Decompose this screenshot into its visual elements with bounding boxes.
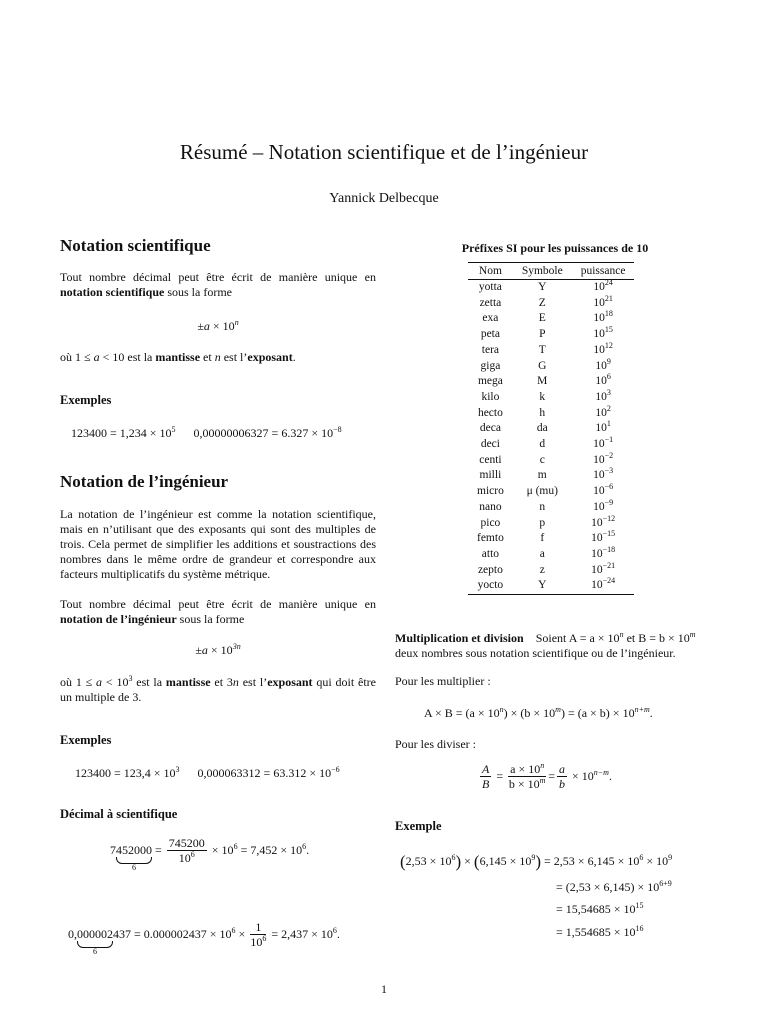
prefix-name: atto <box>481 547 500 560</box>
prefix-name: peta <box>480 328 500 341</box>
underbrace: 000002 6 <box>77 927 113 956</box>
prefix-name: milli <box>479 469 502 482</box>
prefix-symbol: m <box>537 469 547 482</box>
prefix-power: $10^{-15}$ <box>591 529 616 545</box>
mult-label: Pour les multiplier : <box>395 674 491 688</box>
prefix-name: deci <box>480 438 500 451</box>
prefix-name: hecto <box>477 406 503 419</box>
page-number: 1 <box>381 982 387 996</box>
prefix-power: $10^{-6}$ <box>593 482 614 498</box>
example-heading: Exemple <box>395 819 442 833</box>
prefix-symbol: p <box>539 516 546 529</box>
mult-intro: Multiplication et division Soient $A = a \times 10^n$ et $B = b \times 10^m$ deux nombres sous notation scientifique ou de l’ingénieur. <box>395 630 696 660</box>
prefix-name: giga <box>480 359 501 372</box>
prefix-power: $10^6$ <box>595 372 611 388</box>
eng-examples-formula: $123400 = 123,4 \times 10^3$ $0,000063312 = 63.312 \times 10^{-6}$ <box>75 765 340 780</box>
prefix-symbol: a <box>539 547 545 560</box>
header-power: puissance <box>572 263 635 280</box>
sci-examples-formula: $123400 = 1,234 \times 10^5$ $0,00000006327 = 6.327 \times 10^{-8}$ <box>71 425 342 440</box>
eng-description-paragraph: La notation de l’ingénieur est comme la notation scientifique, mais en n’utilisant que des exposants qui sont des multiples de trois. Cela permet de simplifier les additions et soustractions des nombres dans le même ordre de grandeur et correspondre aux facteurs multiplicatifs du système métrique. <box>60 507 376 581</box>
prefix-symbol: k <box>539 390 546 403</box>
prefix-symbol: G <box>538 359 547 372</box>
prefix-power: $10^9$ <box>595 356 611 372</box>
prefix-power: $10^{-21}$ <box>591 560 616 576</box>
document-title: Résumé – Notation scientifique et de l’ingénieur <box>179 140 589 164</box>
prefix-name: exa <box>482 312 499 325</box>
prefix-power: $10^{-12}$ <box>591 513 616 529</box>
prefix-name: tera <box>481 343 500 356</box>
sci-form-formula: $\pm a \times 10^n$ <box>197 318 239 333</box>
example-line-4: = $1,554685 \times 10^{16}$ <box>556 924 644 939</box>
prefix-name: femto <box>477 532 504 545</box>
prefix-power: $10^{18}$ <box>593 309 613 325</box>
div-formula: $\frac{A}{B}$ = $\frac{a \times 10^n}{b \times 10^m}$ = $\frac{a}{b}$ × $10^{n-m}$. <box>482 761 612 791</box>
section-heading-scientific: Notation scientifique <box>60 236 211 255</box>
sci-examples-heading: Exemples <box>60 393 112 407</box>
example-line-3: = $15,54685 \times 10^{15}$ <box>556 901 644 916</box>
prefix-table-wrapper <box>468 262 634 595</box>
prefix-symbol: d <box>539 438 546 451</box>
prefix-name: mega <box>477 375 503 388</box>
example-line-2: = $(2,53 \times 6,145) \times 10^{6+9}$ <box>556 879 672 894</box>
underbrace: 452000 6 <box>116 843 152 872</box>
prefix-symbol: Z <box>538 296 546 309</box>
prefix-power: $10^{24}$ <box>593 278 613 293</box>
eng-form-formula: $\pm a \times 10^{3n}$ <box>195 642 241 657</box>
prefix-power: $10^{21}$ <box>593 293 613 309</box>
prefix-table-caption: Préfixes SI pour les puissances de 10 <box>461 241 649 255</box>
sci-intro-paragraph: Tout nombre décimal peut être écrit de manière unique en notation scientifique sous la forme <box>60 270 376 299</box>
prefix-power: $10^{-1}$ <box>593 435 614 451</box>
sci-definition-line: où 1 ≤ a < 10 est la mantisse et n est l’exposant. <box>60 350 296 364</box>
prefix-symbol: da <box>536 422 548 435</box>
prefix-symbol: Y <box>513 578 572 594</box>
prefix-symbol: f <box>540 532 545 545</box>
prefix-symbol: E <box>538 312 546 325</box>
div-label: Pour les diviser : <box>395 737 476 751</box>
prefix-power: $10^{-18}$ <box>591 544 616 560</box>
prefix-power: $10^{-3}$ <box>593 466 614 482</box>
prefix-symbol: c <box>539 453 545 466</box>
eng-examples-heading: Exemples <box>60 733 112 747</box>
eng-definition-line: où $1 \le a < 10^3$ est la mantisse et 3n est l’exposant qui doit être un multiple de 3. <box>60 674 376 704</box>
prefix-table-header <box>468 263 634 280</box>
decimal-example-2: 0,000002 6 $437 = 0.000002437 \times 10^6$ × $\frac{1}{10^6}$ = $2,437 \times 10^6$. <box>68 920 340 956</box>
prefix-name: zepto <box>477 563 503 576</box>
prefix-name: kilo <box>481 390 500 403</box>
prefix-symbol: M <box>537 375 548 388</box>
prefix-symbol: μ (mu) <box>526 485 558 498</box>
prefix-power: $10^{12}$ <box>593 340 613 356</box>
prefix-symbol: h <box>539 406 546 419</box>
prefix-power: $10^{15}$ <box>593 325 613 341</box>
prefix-name: micro <box>477 485 504 498</box>
prefix-row <box>468 578 634 594</box>
example-line-1: $(2,53 \times 10^6) \times (6,145 \times 10^9) = 2,53 \times 6,145 \times 10^6 \times 10^9$ <box>400 852 673 871</box>
mult-heading: Multiplication et division <box>395 631 524 645</box>
document-author: Yannick Delbecque <box>329 191 439 206</box>
prefix-name: deca <box>479 422 501 435</box>
prefix-symbol: z <box>539 563 545 576</box>
prefix-name: yocto <box>468 578 513 594</box>
prefix-symbol: T <box>538 343 546 356</box>
prefix-power: $10^{-24}$ <box>572 578 635 594</box>
prefix-symbol: P <box>539 328 546 341</box>
header-name: Nom <box>468 263 513 280</box>
mult-formula: $A \times B = (a \times 10^n) \times (b \times 10^m) = (a \times b) \times 10^{n+m}$. <box>424 705 653 720</box>
prefix-table <box>468 262 634 595</box>
eng-intro-paragraph: Tout nombre décimal peut être écrit de manière unique en notation de l’ingénieur sous la forme <box>60 597 376 626</box>
prefix-name: yotta <box>478 281 502 293</box>
prefix-name: zetta <box>479 296 502 309</box>
prefix-power: $10^{-9}$ <box>593 497 614 513</box>
prefix-name: nano <box>479 500 502 513</box>
prefix-symbol: Y <box>538 281 547 293</box>
prefix-name: pico <box>480 516 501 529</box>
prefix-power: $10^2$ <box>595 403 611 419</box>
prefix-name: centi <box>479 453 502 466</box>
decimal-example-1: 7452000 6 = $\frac{745200}{10^6}$ × $10^6 = 7,452 \times 10^6$. <box>110 836 310 872</box>
prefix-symbol: n <box>539 500 546 513</box>
prefix-power: $10^3$ <box>595 387 611 403</box>
prefix-power: $10^1$ <box>595 419 611 435</box>
prefix-power: $10^{-2}$ <box>593 450 614 466</box>
section-heading-engineering: Notation de l’ingénieur <box>60 472 229 491</box>
header-symbol: Symbole <box>513 263 572 280</box>
decimal-to-scientific-heading: Décimal à scientifique <box>60 807 178 821</box>
